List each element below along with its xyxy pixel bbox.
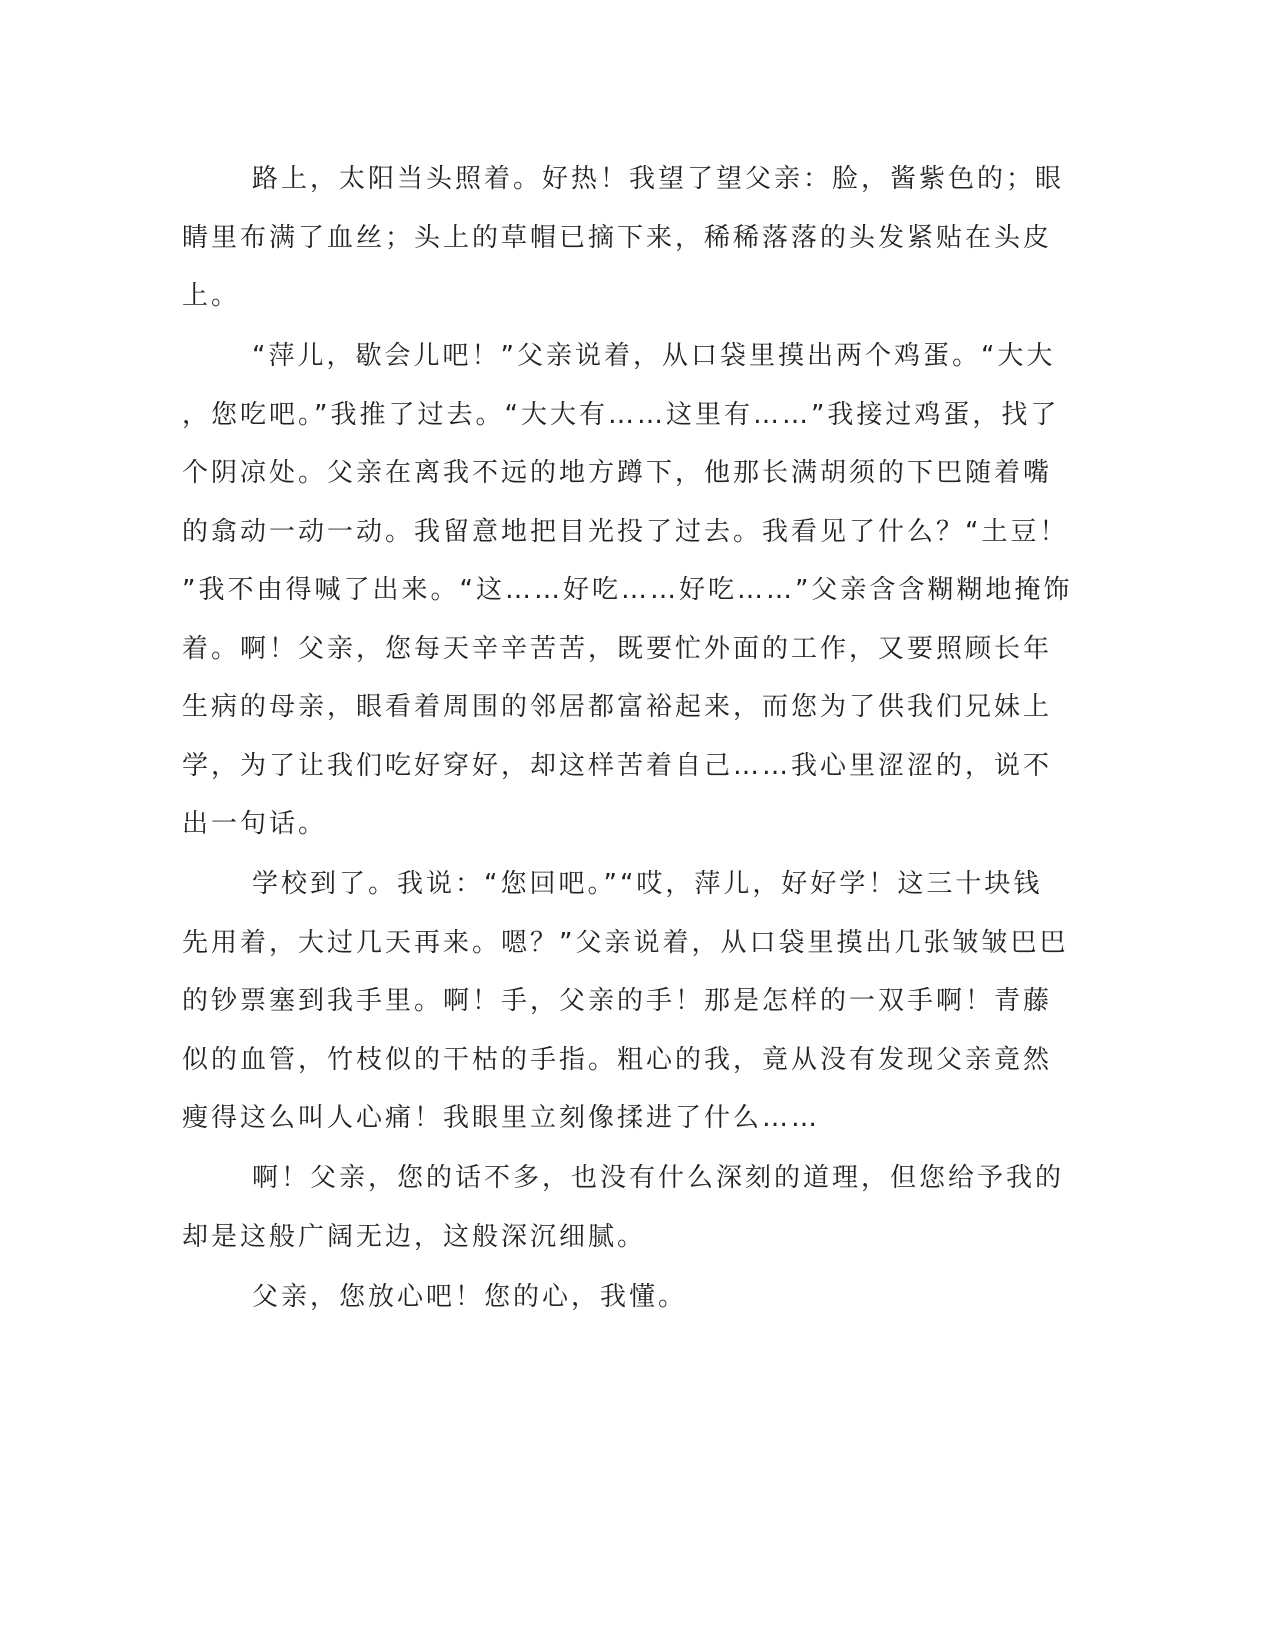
paragraph-5	[182, 1268, 1028, 1327]
text-line: 生病的母亲，眼看着周围的邻居都富裕起来，而您为了供我们兄妹上	[182, 692, 1053, 722]
text-line: 路上，太阳当头照着。好热！我望了望父亲：脸，酱紫色的；眼	[252, 164, 1065, 194]
text-line: 的钞票塞到我手里。啊！手，父亲的手！那是怎样的一双手啊！青藤	[182, 986, 1053, 1016]
text-line: 啊！父亲，您的话不多，也没有什么深刻的道理，但您给予我的	[252, 1163, 1065, 1193]
text-line: 个阴凉处。父亲在离我不远的地方蹲下，他那长满胡须的下巴随着嘴	[182, 458, 1053, 488]
text-line: 似的血管，竹枝似的干枯的手指。粗心的我，竟从没有发现父亲竟然	[182, 1044, 1053, 1075]
text-line: 瘦得这么叫人心痛！我眼里立刻像揉进了什么……	[182, 1103, 821, 1133]
text-line: 睛里布满了血丝；头上的草帽已摘下来，稀稀落落的头发紧贴在头皮	[182, 222, 1053, 253]
text-line: 的翕动一动一动。我留意地把目光投了过去。我看见了什么？“土豆！	[182, 516, 1069, 547]
paragraph-4	[182, 1149, 1065, 1266]
text-line: 学，为了让我们吃好穿好，却这样苦着自己……我心里涩涩的，说不	[182, 750, 1053, 781]
document-body	[182, 150, 1073, 1326]
text-line: 父亲，您放心吧！您的心，我懂。	[252, 1281, 688, 1312]
paragraph-2	[182, 327, 1073, 854]
text-line: 先用着，大过几天再来。嗯？”父亲说着，从口袋里摸出几张皱皱巴巴	[182, 927, 1069, 958]
paragraph-1	[182, 150, 1065, 326]
text-line: 着。啊！父亲，您每天辛辛苦苦，既要忙外面的工作，又要照顾长年	[182, 633, 1053, 664]
text-line: 却是这般广阔无边，这般深沉细腻。	[182, 1221, 647, 1252]
text-line: “萍儿，歇会儿吧！”父亲说着，从口袋里摸出两个鸡蛋。“大大	[252, 341, 1056, 371]
text-line: 出一句话。	[182, 809, 328, 839]
text-line: 上。	[182, 281, 241, 311]
text-line: ”我不由得喊了出来。“这……好吃……好吃……”父亲含含糊糊地掩饰	[182, 575, 1073, 605]
paragraph-3	[182, 855, 1069, 1148]
text-line: 学校到了。我说：“您回吧。”“哎，萍儿，好好学！这三十块钱	[252, 869, 1043, 899]
text-line: ，您吃吧。”我推了过去。“大大有……这里有……”我接过鸡蛋，找了	[182, 399, 1060, 430]
